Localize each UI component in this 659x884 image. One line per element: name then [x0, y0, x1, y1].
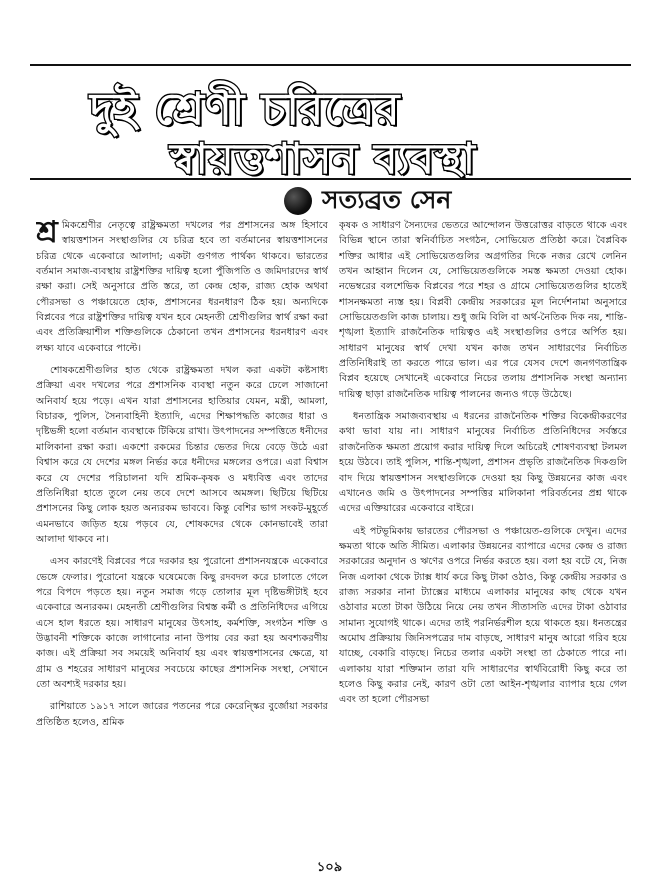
article-title-line-2: স্বায়ত্তশাসন ব্যবস্থা: [170, 134, 476, 183]
title-frame-top-rule: [30, 64, 631, 66]
paragraph: এই পটভূমিকায় ভারতের পৌরসভা ও পঞ্চায়েত-গুলিকে দেখুন। এদের ক্ষমতা থাকে অতি সীমিত। এলাকার উন্নয়নের ব্যাপারে এদের কেন্দ্র ও রাজ্য সরকারের অনুদান ও ঋণের ওপরে নির্ভর করতে হয়। বলা হয় বটে যে, নিজ নিজ এলাকা থেকে ট্যাক্স ধার্য করে কিছু টাকা ওঠাও, কিন্তু কেন্দ্রীয় সরকার ও রাজ্য সরকার নানা ট্যাক্সের মাধ্যমে এলাকার মানুষের কাছ থেকে যখন ওঠাবার মতো টাকা উঠিয়ে নিয়ে নেয় তখন সীতাসতি এদের টাকা ওঠাবার সামান্য সুযোগই থাকে। এদের তাই পরনির্ভরশীল হয়ে থাকতে হয়। ধনতন্ত্রের অমোঘ প্রক্রিয়ায় জিনিসপত্রের দাম বাড়ছে, সাধারণ মানুষ আরো গরিব হয়ে যাচ্ছে, বেকারি বাড়ছে। নিচের তলার একটা সংস্থা তা ঠেকাতে পারে না। এলাকায় যারা শক্তিমান তারা যদি সাধারণের স্বার্থবিরোধী কিছু করে তা হলেও কিছু করার নেই, কারণ ওটা তো আইন-শৃঙ্খলার ব্যাপার হয়ে গেল এবং তা হলো পৌরসভা: [339, 525, 627, 706]
page-number: ১০৯: [316, 860, 343, 875]
paragraph: ধনতান্ত্রিক সমাজব্যবস্থায় এ ধরনের রাজনৈতিক শক্তির বিকেন্দ্রীকরণের কথা ভাবা যায় না। সাধারণ মানুষের নির্বাচিত প্রতিনিধিদের সর্বস্তরে রাজনৈতিক ক্ষমতা প্রয়োগ করার দায়িত্ব দিলে অচিরেই শোষণব্যবস্থা টলমল হয়ে উঠবে। তাই পুলিস, শান্তি-শৃঙ্খলা, প্রশাসন প্রভৃতি রাজনৈতিক দিকগুলি বাদ দিয়ে স্বায়ত্তশাসন সংস্থাগুলিকে দেওয়া হয় কিছু উন্নয়নের কাজ এবং এখানেও জমি ও উৎপাদনের সম্পত্তির মালিকানা পরিবর্তনের প্রশ্ন থাকে এদের এক্তিয়ারের একেবারে বাইরে।: [339, 411, 627, 515]
paragraph: শোষকশ্রেণীগুলির হাত থেকে রাষ্ট্রক্ষমতা দখল করা একটা কষ্টসাধ্য প্রক্রিয়া এবং দখলের পরে প্রশাসনিক ব্যবস্থা নতুন করে ঢেলে সাজানো অনিবার্য হয়ে পড়ে। এখন যারা প্রশাসনের হাতিয়ার যেমন, মন্ত্রী, আমলা, বিচারক, পুলিস, সৈন্যবাহিনী ইত্যাদি, এদের শিক্ষাপদ্ধতি কাজের ধারা ও দৃষ্টিভঙ্গী হলো বর্তমান ব্যবস্থাকে টিকিয়ে রাখা। উৎপাদনের সম্পত্তিতে ধনীদের মালিকানা রক্ষা করা। একশো রকমের চিন্তার ভেতর দিয়ে বেড়ে উঠে এরা বিশ্বাস করে যে দেশের মঙ্গল নির্ভর করে ধনীদের মঙ্গলের ওপরে। এরা বিশ্বাস করে যে দেশের পরিচালনা যদি শ্রমিক-কৃষক ও মধ্যবিত্ত এবং তাদের প্রতিনিধিরা হাতে তুলে নেয় তবে দেশে আসবে অমঙ্গল। ছিটিয়ে ছিটিয়ে প্রশাসনের কিছু লোক হয়ত অন্যরকম ভাববে। কিন্তু বেশির ভাগ সংকট-মুহূর্তে এমনভাবে জড়িত হয়ে পড়বে যে, শোষকদের থেকে কোনভাবেই তারা আলাদা থাকবে না।: [36, 365, 328, 545]
paragraph: [36, 218, 328, 356]
article-column-left: [36, 218, 328, 850]
paragraph-text: মিকশ্রেণীর নেতৃত্বে রাষ্ট্রক্ষমতা দখলের পর প্রশাসনের অঙ্গ হিসাবে স্বায়ত্তশাসন সংস্থাগুলির যে চরিত্র হবে তা বর্তমানের স্বায়ত্তশাসনের চরিত্র থেকে একেবারে আলাদা; একটা গুণগত পার্থক্য থাকবে। ভারতের বর্তমান সমাজ-ব্যবস্থায় রাষ্ট্রশক্তির দায়িত্ব হলো পুঁজিপতি ও জমিদারদের স্বার্থ রক্ষা করা। সেই অনুসারে প্রতি স্তরে, তা কেন্দ্র হোক, রাজ্য হোক অথবা পৌরসভা ও পঞ্চায়েতে হোক, প্রশাসনের ধরনধারণ ঠিক হয়। অন্যদিকে বিপ্লবের পরে রাষ্ট্রশক্তির দায়িত্ব যখন হবে মেহনতী শ্রেণীগুলির স্বার্থ রক্ষা করা এবং প্রতিক্রিয়াশীল শক্তিগুলিকে ঠেকানো তখন প্রশাসনের ধরনধারণ এবং লক্ষ্য যাবে একেবারে পাল্টে।: [36, 220, 328, 354]
drop-cap: শ্র: [36, 218, 58, 250]
paragraph: রাশিয়াতে ১৯১৭ সালে জারের পতনের পরে কেরেন্স্কির বুর্জোয়া সরকার প্রতিষ্ঠিত হলেও, শ্রমিক: [36, 701, 328, 728]
article-title-line-1: দুই শ্রেণী চরিত্রের: [90, 84, 401, 135]
bullet-icon: [284, 187, 312, 215]
author-name: সত্যব্রত সেন: [322, 184, 452, 214]
article-column-right: [339, 218, 627, 850]
article-title: [30, 70, 631, 183]
paragraph: কৃষক ও সাধারণ সৈন্যদের ভেতরে আন্দোলন উত্তরোত্তর বাড়তে থাকে এবং বিভিন্ন স্থানে তারা স্বনির্বাচিত সংগঠন, সোভিয়েত প্রতিষ্ঠা করে। বৈপ্লবিক শক্তির আধার এই সোভিয়েতগুলির অগ্রগতির দিকে নজর রেখে লেনিন তখন আহ্বান দিলেন যে, সোভিয়েতগুলিকে সমস্ত ক্ষমতা দেওয়া হোক। নভেম্বরের বলশেভিক বিপ্লবের পরে শহর ও গ্রামে সোভিয়েতগুলির হাতেই শাসনক্ষমতা ন্যস্ত হয়। বিপ্লবী কেন্দ্রীয় সরকারের মূল নির্দেশনামা অনুসারে সোভিয়েতগুলি কাজ চালায়। শুধু জমি বিলি বা অর্থ-নৈতিক দিক নয়, শান্তি-শৃঙ্খলা ইত্যাদি রাজনৈতিক দায়িত্বও এই সংস্থাগুলির ওপরে অর্পিত হয়। সাধারণ মানুষের স্বার্থ দেখা যখন কাজ তখন সাধারণের নির্বাচিত প্রতিনিধিরাই তা করতে পারে ভাল। এর পরে যেসব দেশে জনগণতান্ত্রিক বিপ্লব হয়েছে সেখানেই একেবারে নিচের তলায় প্রশাসনিক সংস্থা অন্যান্য দায়িত্ব ছাড়া রাজনৈতিক দায়িত্ব পালনের জন্যও গড়ে উঠেছে।: [339, 220, 627, 400]
paragraph: এসব কারণেই বিপ্লবের পরে দরকার হয় পুরোনো প্রশাসনযন্ত্রকে একেবারে ভেঙ্গে ফেলার। পুরোনো যন্ত্রকে ঘষেমেজে কিছু রদবদল করে চালাতে গেলে পরে বিপদে পড়তে হয়। নতুন সমাজ গড়ে তোলার মূল দৃষ্টিভঙ্গীটাই হবে একেবারে অন্যরকম। মেহনতী শ্রেণীগুলির বিশ্বস্ত কর্মী ও প্রতিনিধিদের এগিয়ে এসে হাল ধরতে হয়। সাধারণ মানুষের উৎসাহ, কর্মশক্তি, সংগঠন শক্তি ও উদ্ভাবনী শক্তিকে কাজে লাগানোর নানা উপায় বের করা হয় অবশ্যকরণীয় কাজ। এই প্রক্রিয়া সব সময়েই অনিবার্য হয় এবং স্বায়ত্তশাসনের ক্ষেত্রে, যা গ্রাম ও শহরের সাধারণ মানুষের সবচেয়ে কাছের প্রশাসনিক সংস্থা, সেখানে তো অবশ্যই দরকার হয়।: [36, 556, 328, 690]
author-byline: [284, 186, 451, 216]
